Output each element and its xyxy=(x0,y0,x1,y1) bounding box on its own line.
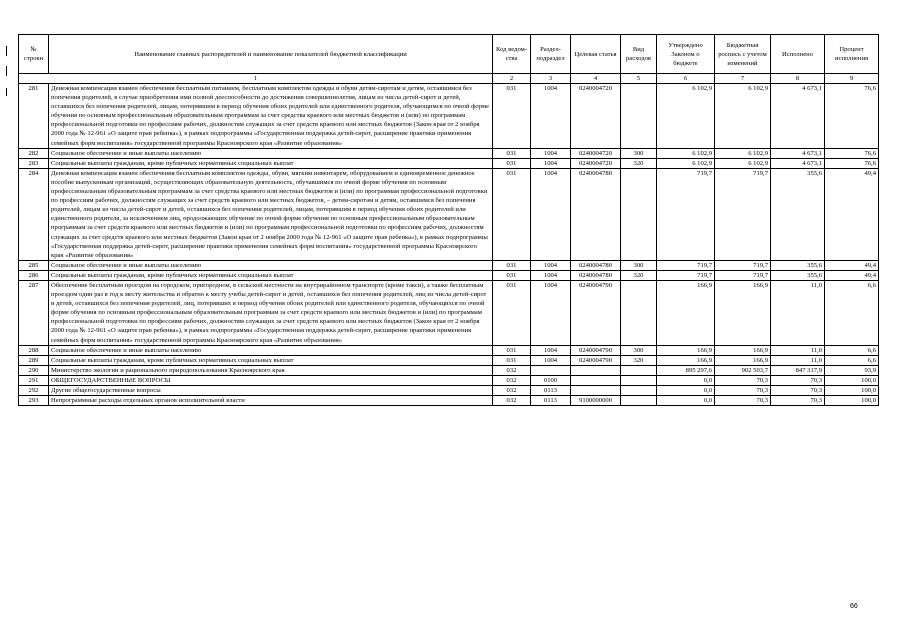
row-target: 0240004790 xyxy=(571,355,621,365)
row-target: 0240004790 xyxy=(571,280,621,345)
column-number: 9 xyxy=(825,74,879,84)
row-name: Социальное обеспечение и иные выплаты населению xyxy=(49,260,493,270)
row-percent: 76,6 xyxy=(825,84,879,149)
row-section: 0113 xyxy=(531,386,571,396)
row-painting: 166,9 xyxy=(715,345,771,355)
header-name: Наименование главных распорядителей и наименование показателей бюджетной классификации xyxy=(49,35,493,74)
row-percent: 100,0 xyxy=(825,375,879,385)
header-target: Целевая статья xyxy=(571,35,621,74)
row-section: 1004 xyxy=(531,270,571,280)
row-name: Социальное обеспечение и иные выплаты населению xyxy=(49,345,493,355)
row-section: 1004 xyxy=(531,158,571,168)
row-name: Другие общегосударственные вопросы xyxy=(49,386,493,396)
row-dept: 031 xyxy=(493,148,531,158)
row-approved: 166,9 xyxy=(657,355,715,365)
header-executed: Исполнено xyxy=(771,35,825,74)
row-name: Денежная компенсация взамен обеспечения бесплатным питанием, бесплатным комплектом одежды и обуви детям-сиротам и детям, оставшимся без попечения родителей, в случае приобретения ими полной дееспособности до достижения совершеннолетия, лицам из числа детей-сирот и детей, оставшихся без попечения родителей, лицам, потерявшим в период обучения обоих родителей или единственного родителя, обучающимся по очной форме обучения по основным профессиональным образовательным программам за счет средства краевого или местных бюджетов и (или) по программам профессиональной подготовки по профессиям рабочих, должностям служащих за счет средств краевого или местных бюджетов (Закон края от 2 ноября 2000 года № 12-961 «О защите прав ребенка»), в рамках подпрограммы «Государственная поддержка детей-сирот, расширение практики применения семейных форм воспитания» государственной программы Красноярского края «Развитие образования» xyxy=(49,84,493,149)
row-target: 0240004780 xyxy=(571,270,621,280)
margin-mark xyxy=(6,88,7,96)
header-approved: Утверждено Законом о бюджете xyxy=(657,35,715,74)
row-exptype xyxy=(621,280,657,345)
row-name: Обеспечение бесплатным проездом на городском, пригородном, в сельской местности на внутрирайонном транспорте (кроме такси), а также бесплатным проездом один раз в год к месту жительства и обратно к месту учебы детей-сирот и детей, оставшихся без попечения родителей, лиц из числа детей-сирот и детей, оставшихся без попечения родителей, лиц, потерявших в период обучения обоих родителей или единственного родителя, обучающихся по очной форме обучения по основным профессиональным образовательным программам за счет средств краевого или местных бюджетов и (или) по программам профессиональной подготовки по профессиям рабочих, должностям служащих за счет средств краевого или местных бюджетов (Закон края от 2 ноября 2000 года № 12-961 «О защите прав ребенка»), в рамках подпрограммы «Государственная поддержка детей-сирот, расширение практики применения семейных форм воспитания» государственной программы Красноярского края «Развитие образования» xyxy=(49,280,493,345)
row-target: 0240004720 xyxy=(571,148,621,158)
row-exptype: 320 xyxy=(621,158,657,168)
row-executed: 70,3 xyxy=(771,396,825,406)
row-executed: 4 673,1 xyxy=(771,148,825,158)
row-exptype xyxy=(621,396,657,406)
row-name: Социальные выплаты гражданам, кроме публичных нормативных социальных выплат xyxy=(49,158,493,168)
row-executed: 355,6 xyxy=(771,260,825,270)
column-number: 3 xyxy=(531,74,571,84)
row-executed: 847 317,9 xyxy=(771,365,825,375)
row-percent: 6,6 xyxy=(825,355,879,365)
table-row xyxy=(19,375,879,385)
column-number: 4 xyxy=(571,74,621,84)
table-row xyxy=(19,84,879,149)
row-exptype xyxy=(621,168,657,260)
column-number-row xyxy=(19,74,879,84)
row-painting: 902 503,7 xyxy=(715,365,771,375)
row-number: 291 xyxy=(19,375,49,385)
row-percent: 6,6 xyxy=(825,345,879,355)
row-number: 283 xyxy=(19,158,49,168)
page-number: 66 xyxy=(850,603,858,610)
row-number: 292 xyxy=(19,386,49,396)
row-dept: 031 xyxy=(493,355,531,365)
row-dept: 031 xyxy=(493,158,531,168)
row-approved: 6 102,9 xyxy=(657,148,715,158)
row-number: 285 xyxy=(19,260,49,270)
row-percent: 76,6 xyxy=(825,148,879,158)
row-number: 281 xyxy=(19,84,49,149)
row-exptype: 320 xyxy=(621,270,657,280)
row-number: 290 xyxy=(19,365,49,375)
row-dept: 031 xyxy=(493,168,531,260)
row-name: ОБЩЕГОСУДАРСТВЕННЫЕ ВОПРОСЫ xyxy=(49,375,493,385)
row-painting: 70,3 xyxy=(715,386,771,396)
header-num: № строки xyxy=(19,35,49,74)
row-name: Социальное обеспечение и иные выплаты населению xyxy=(49,148,493,158)
column-number: 7 xyxy=(715,74,771,84)
table-row xyxy=(19,355,879,365)
margin-mark xyxy=(6,66,7,76)
row-exptype: 300 xyxy=(621,148,657,158)
row-approved: 719,7 xyxy=(657,168,715,260)
row-percent: 76,6 xyxy=(825,158,879,168)
column-number: 5 xyxy=(621,74,657,84)
row-percent: 49,4 xyxy=(825,260,879,270)
table-row xyxy=(19,270,879,280)
row-approved: 0,0 xyxy=(657,375,715,385)
budget-table xyxy=(18,34,879,406)
row-approved: 719,7 xyxy=(657,270,715,280)
column-number: 6 xyxy=(657,74,715,84)
header-painting: Бюджетная роспись с учетом изменений xyxy=(715,35,771,74)
column-number: 1 xyxy=(19,74,493,84)
row-painting: 6 102,9 xyxy=(715,84,771,149)
row-target: 0240004720 xyxy=(571,158,621,168)
table-row xyxy=(19,386,879,396)
row-name: Денежная компенсация взамен обеспечения бесплатным комплектом одежды, обуви, мягким инвентарем, оборудованием и единовременное денежное пособие выпускникам организаций, осуществляющих образовательную деятельность, обучавшимся по очной форме обучения по основным профессиональным образовательным программам за счет средства краевого или местных бюджетов и (или) по программам профессиональной подготовки по профессиям рабочих, должностям служащих за счет средств краевого или местных бюджетов, – детям-сиротам и детям, оставшимся без попечения родителей, лицам из числа детей-сирот и детей, оставшихся без попечения родителей, лицам, потерявшим в период обучения обоих родителей или единственного родителя, за исключением лиц, продолжающих обучение по очной форме обучения по основным профессиональным образовательным программам за счет средств краевого или местных бюджетов и (или) по программам профессиональной подготовки по профессиям рабочих, должностям служащих за счет средств краевого или местных бюджетов (Закон края от 2 ноября 2000 года № 12-961 «О защите прав ребенка»), в рамках подпрограммы «Государственная поддержка детей-сирот, расширение практики применения семейных форм воспитания» государственной программы Красноярского края «Развитие образования» xyxy=(49,168,493,260)
row-section: 1004 xyxy=(531,260,571,270)
row-name: Непрограммные расходы отдельных органов исполнительной власти xyxy=(49,396,493,406)
row-percent: 6,6 xyxy=(825,280,879,345)
row-exptype xyxy=(621,375,657,385)
row-exptype: 300 xyxy=(621,260,657,270)
table-row xyxy=(19,168,879,260)
row-approved: 0,0 xyxy=(657,396,715,406)
row-painting: 70,3 xyxy=(715,396,771,406)
row-painting: 719,7 xyxy=(715,260,771,270)
table-row xyxy=(19,158,879,168)
row-dept: 031 xyxy=(493,270,531,280)
row-target: 0240004790 xyxy=(571,345,621,355)
row-approved: 719,7 xyxy=(657,260,715,270)
row-percent: 100,0 xyxy=(825,396,879,406)
row-painting: 719,7 xyxy=(715,270,771,280)
row-section: 1004 xyxy=(531,345,571,355)
row-section: 1004 xyxy=(531,168,571,260)
header-percent: Процент исполнения xyxy=(825,35,879,74)
row-target xyxy=(571,375,621,385)
row-number: 288 xyxy=(19,345,49,355)
row-dept: 031 xyxy=(493,84,531,149)
row-approved: 895 297,6 xyxy=(657,365,715,375)
header-row xyxy=(19,35,879,74)
table-row xyxy=(19,345,879,355)
row-exptype xyxy=(621,365,657,375)
row-painting: 6 102,9 xyxy=(715,148,771,158)
row-executed: 4 673,1 xyxy=(771,158,825,168)
row-dept: 031 xyxy=(493,345,531,355)
row-section: 0113 xyxy=(531,396,571,406)
row-number: 284 xyxy=(19,168,49,260)
row-name: Министерство экологии и рационального природопользования Красноярского края xyxy=(49,365,493,375)
row-target xyxy=(571,365,621,375)
row-approved: 166,9 xyxy=(657,280,715,345)
row-name: Социальные выплаты гражданам, кроме публичных нормативных социальных выплат xyxy=(49,355,493,365)
row-section xyxy=(531,365,571,375)
row-painting: 70,3 xyxy=(715,375,771,385)
table-row xyxy=(19,280,879,345)
row-exptype: 300 xyxy=(621,345,657,355)
row-percent: 93,9 xyxy=(825,365,879,375)
row-section: 1004 xyxy=(531,84,571,149)
table-row xyxy=(19,396,879,406)
row-dept: 031 xyxy=(493,280,531,345)
row-executed: 355,6 xyxy=(771,270,825,280)
row-painting: 719,7 xyxy=(715,168,771,260)
header-exptype: Вид расходов xyxy=(621,35,657,74)
row-number: 287 xyxy=(19,280,49,345)
table-row xyxy=(19,365,879,375)
row-number: 282 xyxy=(19,148,49,158)
row-dept: 032 xyxy=(493,365,531,375)
row-executed: 4 673,1 xyxy=(771,84,825,149)
table-row xyxy=(19,260,879,270)
row-executed: 11,0 xyxy=(771,355,825,365)
row-percent: 49,4 xyxy=(825,168,879,260)
row-executed: 11,0 xyxy=(771,345,825,355)
header-dept: Код ведом-ства xyxy=(493,35,531,74)
row-executed: 70,3 xyxy=(771,375,825,385)
column-number: 2 xyxy=(493,74,531,84)
row-painting: 166,9 xyxy=(715,355,771,365)
row-percent: 100,0 xyxy=(825,386,879,396)
column-number: 8 xyxy=(771,74,825,84)
row-target: 9100000000 xyxy=(571,396,621,406)
row-dept: 032 xyxy=(493,386,531,396)
row-approved: 6 102,9 xyxy=(657,158,715,168)
row-target xyxy=(571,386,621,396)
row-section: 1004 xyxy=(531,355,571,365)
row-executed: 11,0 xyxy=(771,280,825,345)
row-percent: 49,4 xyxy=(825,270,879,280)
row-number: 293 xyxy=(19,396,49,406)
row-executed: 355,6 xyxy=(771,168,825,260)
row-executed: 70,3 xyxy=(771,386,825,396)
row-section: 1004 xyxy=(531,148,571,158)
row-section: 0100 xyxy=(531,375,571,385)
row-target: 0240004720 xyxy=(571,84,621,149)
row-approved: 0,0 xyxy=(657,386,715,396)
row-dept: 032 xyxy=(493,375,531,385)
row-painting: 6 102,9 xyxy=(715,158,771,168)
row-target: 0240004780 xyxy=(571,168,621,260)
margin-mark xyxy=(6,46,7,56)
row-dept: 032 xyxy=(493,396,531,406)
row-exptype: 320 xyxy=(621,355,657,365)
row-section: 1004 xyxy=(531,280,571,345)
row-approved: 166,9 xyxy=(657,345,715,355)
header-section: Раздел-подраздел xyxy=(531,35,571,74)
row-exptype xyxy=(621,84,657,149)
row-target: 0240004780 xyxy=(571,260,621,270)
row-number: 286 xyxy=(19,270,49,280)
row-exptype xyxy=(621,386,657,396)
row-approved: 6 102,9 xyxy=(657,84,715,149)
row-painting: 166,9 xyxy=(715,280,771,345)
row-number: 289 xyxy=(19,355,49,365)
row-dept: 031 xyxy=(493,260,531,270)
margin-marks xyxy=(4,0,10,640)
table-row xyxy=(19,148,879,158)
row-name: Социальные выплаты гражданам, кроме публичных нормативных социальных выплат xyxy=(49,270,493,280)
